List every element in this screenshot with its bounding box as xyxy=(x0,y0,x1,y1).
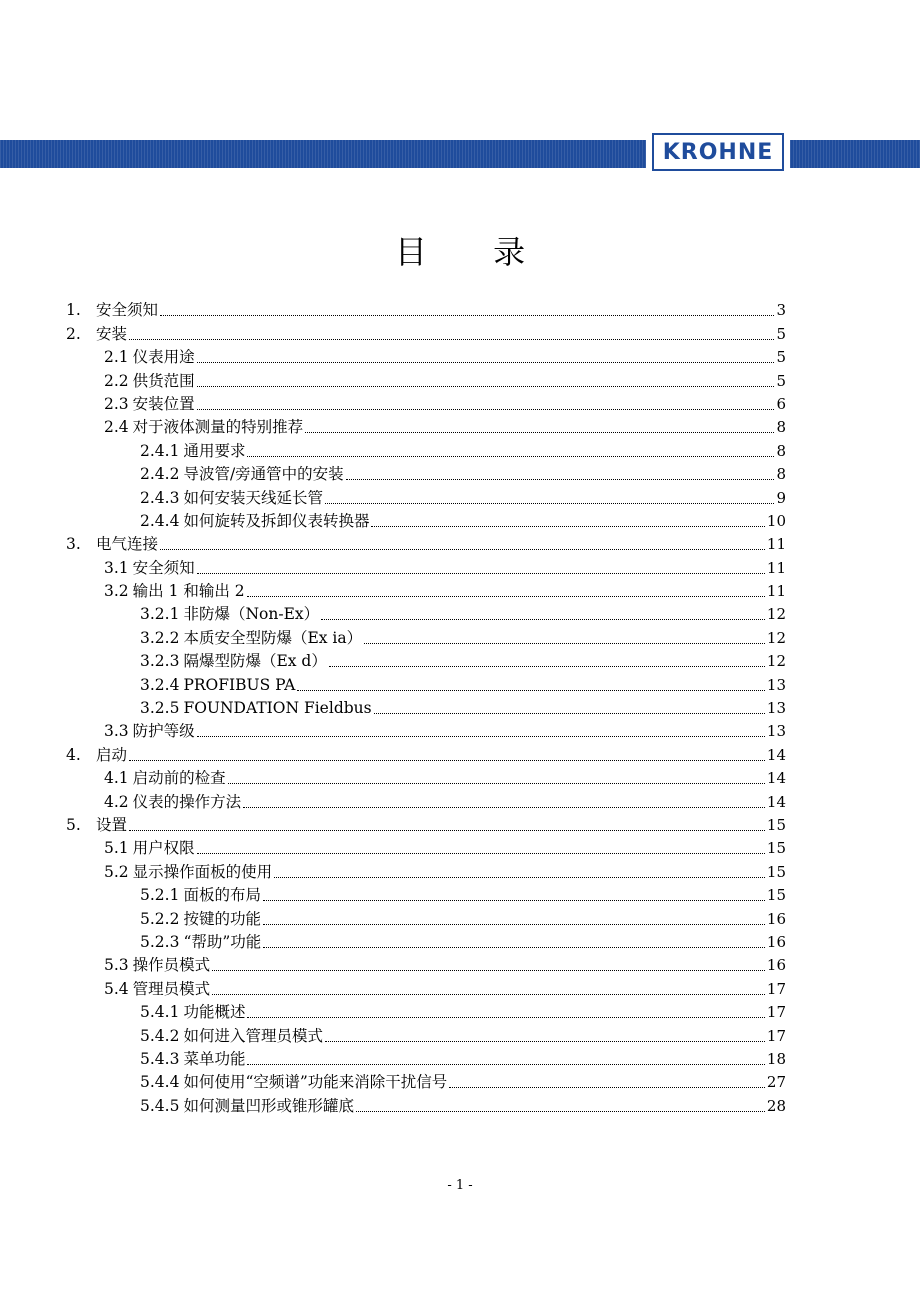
toc-entry-page: 5 xyxy=(776,324,786,343)
toc-entry[interactable] xyxy=(66,999,786,1022)
toc-entry[interactable] xyxy=(66,391,786,414)
toc-leader-dots xyxy=(247,1017,764,1018)
toc-entry-title: 管理员模式 xyxy=(132,979,211,998)
toc-entry-number: 5.4.5 xyxy=(140,1096,180,1115)
toc-leader-dots xyxy=(263,947,765,948)
toc-entry-page: 8 xyxy=(776,441,786,460)
toc-leader-dots xyxy=(325,1041,765,1042)
toc-entry-title: 通用要求 xyxy=(183,441,246,460)
toc-entry[interactable] xyxy=(66,484,786,507)
toc-leader-dots xyxy=(129,830,765,831)
toc-entry[interactable] xyxy=(66,1022,786,1045)
toc-entry-title: 如何测量凹形或锥形罐底 xyxy=(183,1096,354,1115)
toc-entry-number: 3.3 xyxy=(104,722,129,741)
toc-entry-title: 功能概述 xyxy=(183,1003,246,1022)
toc-leader-dots xyxy=(212,970,765,971)
toc-leader-dots xyxy=(263,900,765,901)
toc-entry-page: 10 xyxy=(766,511,786,530)
toc-entry-number: 3.2 xyxy=(104,582,129,601)
toc-entry[interactable] xyxy=(66,812,786,835)
toc-entry-title: 安全须知 xyxy=(96,301,159,320)
toc-entry[interactable] xyxy=(66,858,786,881)
toc-entry-page: 27 xyxy=(766,1073,786,1092)
toc-entry-page: 14 xyxy=(766,769,786,788)
toc-leader-dots xyxy=(197,409,775,410)
header-band-left xyxy=(0,140,646,168)
toc-entry-page: 12 xyxy=(766,652,786,671)
toc-entry-number: 5.2.1 xyxy=(140,886,180,905)
toc-entry-number: 5.4 xyxy=(104,979,129,998)
toc-entry-title: 非防爆（Non-Ex） xyxy=(183,605,320,624)
toc-entry-page: 15 xyxy=(766,862,786,881)
toc-entry[interactable] xyxy=(66,344,786,367)
toc-entry-title: 导波管/旁通管中的安装 xyxy=(183,465,344,484)
toc-entry-number: 2.4.2 xyxy=(140,465,180,484)
toc-entry-page: 12 xyxy=(766,628,786,647)
toc-title: 目 录 xyxy=(394,233,554,271)
toc-leader-dots xyxy=(297,690,765,691)
toc-entry-title: 如何安装天线延长管 xyxy=(183,488,323,507)
toc-leader-dots xyxy=(228,783,765,784)
toc-entry-title: PROFIBUS PA xyxy=(183,675,296,694)
toc-entry-number: 5.4.2 xyxy=(140,1026,180,1045)
toc-entry-number: 2.4.3 xyxy=(140,488,180,507)
toc-entry-number: 3.2.5 xyxy=(140,699,180,718)
toc-leader-dots xyxy=(247,596,765,597)
toc-entry-title: 仪表用途 xyxy=(132,348,195,367)
toc-leader-dots xyxy=(247,1064,764,1065)
toc-entry-number: 3.2.1 xyxy=(140,605,180,624)
toc-entry-number: 5. xyxy=(66,815,81,834)
toc-entry-page: 15 xyxy=(766,886,786,905)
toc-entry-title: 输出 1 和输出 2 xyxy=(132,582,245,601)
toc-entry-title: “帮助”功能 xyxy=(183,932,262,951)
toc-entry-number: 2.4.4 xyxy=(140,511,180,530)
toc-leader-dots xyxy=(129,339,774,340)
toc-entry[interactable] xyxy=(66,1092,786,1115)
toc-entry-page: 15 xyxy=(766,839,786,858)
toc-entry-page: 16 xyxy=(766,932,786,951)
toc-leader-dots xyxy=(364,643,765,644)
logo-text: KROHNE xyxy=(662,139,774,165)
toc-leader-dots xyxy=(197,362,775,363)
toc-entry-page: 17 xyxy=(766,1026,786,1045)
toc-entry-page: 13 xyxy=(766,675,786,694)
toc-entry-number: 2.3 xyxy=(104,394,129,413)
toc-entry[interactable] xyxy=(66,414,786,437)
toc-entry-number: 2.4 xyxy=(104,418,129,437)
toc-entry[interactable] xyxy=(66,461,786,484)
toc-entry-title: 面板的布局 xyxy=(183,886,261,905)
toc-leader-dots xyxy=(212,994,765,995)
toc-entry-title: 按键的功能 xyxy=(183,909,261,928)
toc-entry-page: 12 xyxy=(766,605,786,624)
toc-entry[interactable] xyxy=(66,1046,786,1069)
toc-entry-title: 用户权限 xyxy=(132,839,195,858)
toc-leader-dots xyxy=(247,456,774,457)
page-number: - 1 - xyxy=(447,1178,473,1193)
toc-entry-page: 13 xyxy=(766,722,786,741)
toc-entry-number: 3.2.4 xyxy=(140,675,180,694)
toc-entry-title: 仪表的操作方法 xyxy=(132,792,242,811)
toc-entry-number: 2.1 xyxy=(104,348,129,367)
toc-entry-title: 菜单功能 xyxy=(183,1049,246,1068)
toc-leader-dots xyxy=(129,760,765,761)
toc-leader-dots xyxy=(197,386,775,387)
toc-entry-title: 安全须知 xyxy=(132,558,195,577)
toc-leader-dots xyxy=(305,432,774,433)
toc-entry-title: 设置 xyxy=(96,815,128,834)
toc-leader-dots xyxy=(243,807,765,808)
header-band-right xyxy=(790,140,920,168)
toc-entry-title: 如何使用“空频谱”功能来消除干扰信号 xyxy=(183,1073,448,1092)
toc-entry-page: 28 xyxy=(766,1096,786,1115)
toc-leader-dots xyxy=(197,573,765,574)
toc-entry-number: 3. xyxy=(66,535,81,554)
toc-entry-page: 14 xyxy=(766,792,786,811)
toc-entry-title: 供货范围 xyxy=(132,371,195,390)
toc-leader-dots xyxy=(197,853,765,854)
toc-entry[interactable] xyxy=(66,508,786,531)
toc-entry-page: 15 xyxy=(766,815,786,834)
toc-entry[interactable] xyxy=(66,695,786,718)
toc-entry[interactable] xyxy=(66,601,786,624)
toc-entry-number: 5.4.4 xyxy=(140,1073,180,1092)
toc-entry-title: 本质安全型防爆（Ex ia） xyxy=(183,628,363,647)
toc-entry[interactable] xyxy=(66,882,786,905)
toc-entry-title: FOUNDATION Fieldbus xyxy=(183,699,372,718)
toc-entry-title: 如何旋转及拆卸仪表转换器 xyxy=(183,511,370,530)
toc-entry[interactable] xyxy=(66,1069,786,1092)
table-of-contents xyxy=(66,297,786,1116)
toc-entry-number: 4. xyxy=(66,745,81,764)
toc-entry[interactable] xyxy=(66,554,786,577)
toc-entry-page: 6 xyxy=(776,394,786,413)
toc-entry-page: 17 xyxy=(766,1003,786,1022)
toc-entry-page: 18 xyxy=(766,1049,786,1068)
toc-entry[interactable] xyxy=(66,929,786,952)
toc-entry[interactable] xyxy=(66,765,786,788)
krohne-logo xyxy=(652,133,784,171)
toc-leader-dots xyxy=(329,666,765,667)
toc-entry-title: 对于液体测量的特别推荐 xyxy=(132,418,304,437)
toc-entry-title: 安装位置 xyxy=(132,394,195,413)
toc-entry-number: 5.1 xyxy=(104,839,129,858)
toc-entry-page: 14 xyxy=(766,745,786,764)
toc-leader-dots xyxy=(371,526,764,527)
toc-leader-dots xyxy=(449,1087,765,1088)
toc-entry-number: 5.4.3 xyxy=(140,1049,180,1068)
toc-leader-dots xyxy=(197,736,765,737)
toc-entry-number: 5.4.1 xyxy=(140,1003,180,1022)
toc-entry[interactable] xyxy=(66,952,786,975)
toc-leader-dots xyxy=(263,924,765,925)
toc-entry-title: 显示操作面板的使用 xyxy=(132,862,273,881)
toc-entry-number: 5.2.2 xyxy=(140,909,180,928)
toc-entry-number: 2. xyxy=(66,324,81,343)
toc-leader-dots xyxy=(356,1111,765,1112)
toc-entry-page: 11 xyxy=(766,535,786,554)
toc-leader-dots xyxy=(325,503,774,504)
toc-entry-number: 3.2.3 xyxy=(140,652,180,671)
toc-entry-number: 3.2.2 xyxy=(140,628,180,647)
toc-entry[interactable] xyxy=(66,905,786,928)
toc-entry-title: 如何进入管理员模式 xyxy=(183,1026,323,1045)
toc-entry-page: 11 xyxy=(766,558,786,577)
toc-leader-dots xyxy=(374,713,765,714)
toc-entry-title: 启动前的检查 xyxy=(132,769,226,788)
toc-entry-number: 1. xyxy=(66,301,81,320)
toc-entry[interactable] xyxy=(66,437,786,460)
toc-entry-number: 2.4.1 xyxy=(140,441,180,460)
toc-leader-dots xyxy=(321,619,765,620)
toc-entry-number: 4.2 xyxy=(104,792,129,811)
toc-leader-dots xyxy=(346,479,775,480)
toc-entry[interactable] xyxy=(66,367,786,390)
toc-entry-number: 4.1 xyxy=(104,769,129,788)
toc-entry[interactable] xyxy=(66,788,786,811)
toc-entry-title: 防护等级 xyxy=(132,722,195,741)
toc-entry-title: 电气连接 xyxy=(96,535,159,554)
toc-entry-title: 隔爆型防爆（Ex d） xyxy=(183,652,327,671)
toc-entry[interactable] xyxy=(66,624,786,647)
toc-entry[interactable] xyxy=(66,718,786,741)
toc-entry[interactable] xyxy=(66,671,786,694)
toc-entry[interactable] xyxy=(66,320,786,343)
toc-entry-page: 9 xyxy=(776,488,786,507)
toc-entry-page: 16 xyxy=(766,909,786,928)
toc-leader-dots xyxy=(274,877,765,878)
toc-entry[interactable] xyxy=(66,835,786,858)
toc-leader-dots xyxy=(160,315,774,316)
toc-entry-number: 5.2 xyxy=(104,862,129,881)
toc-leader-dots xyxy=(160,549,765,550)
toc-entry-page: 13 xyxy=(766,699,786,718)
toc-entry[interactable] xyxy=(66,741,786,764)
toc-entry-page: 5 xyxy=(776,348,786,367)
toc-entry-title: 安装 xyxy=(96,324,128,343)
toc-entry[interactable] xyxy=(66,297,786,320)
toc-entry-number: 5.3 xyxy=(104,956,129,975)
toc-entry-number: 3.1 xyxy=(104,558,129,577)
toc-entry[interactable] xyxy=(66,578,786,601)
toc-entry[interactable] xyxy=(66,975,786,998)
toc-entry-number: 2.2 xyxy=(104,371,129,390)
toc-entry[interactable] xyxy=(66,648,786,671)
toc-entry-page: 3 xyxy=(776,301,786,320)
toc-entry-number: 5.2.3 xyxy=(140,932,180,951)
toc-entry-page: 5 xyxy=(776,371,786,390)
toc-entry-page: 17 xyxy=(766,979,786,998)
toc-entry[interactable] xyxy=(66,531,786,554)
toc-entry-page: 16 xyxy=(766,956,786,975)
toc-entry-title: 操作员模式 xyxy=(132,956,211,975)
toc-entry-page: 8 xyxy=(776,418,786,437)
toc-entry-page: 8 xyxy=(776,465,786,484)
toc-entry-title: 启动 xyxy=(96,745,128,764)
toc-entry-page: 11 xyxy=(766,582,786,601)
